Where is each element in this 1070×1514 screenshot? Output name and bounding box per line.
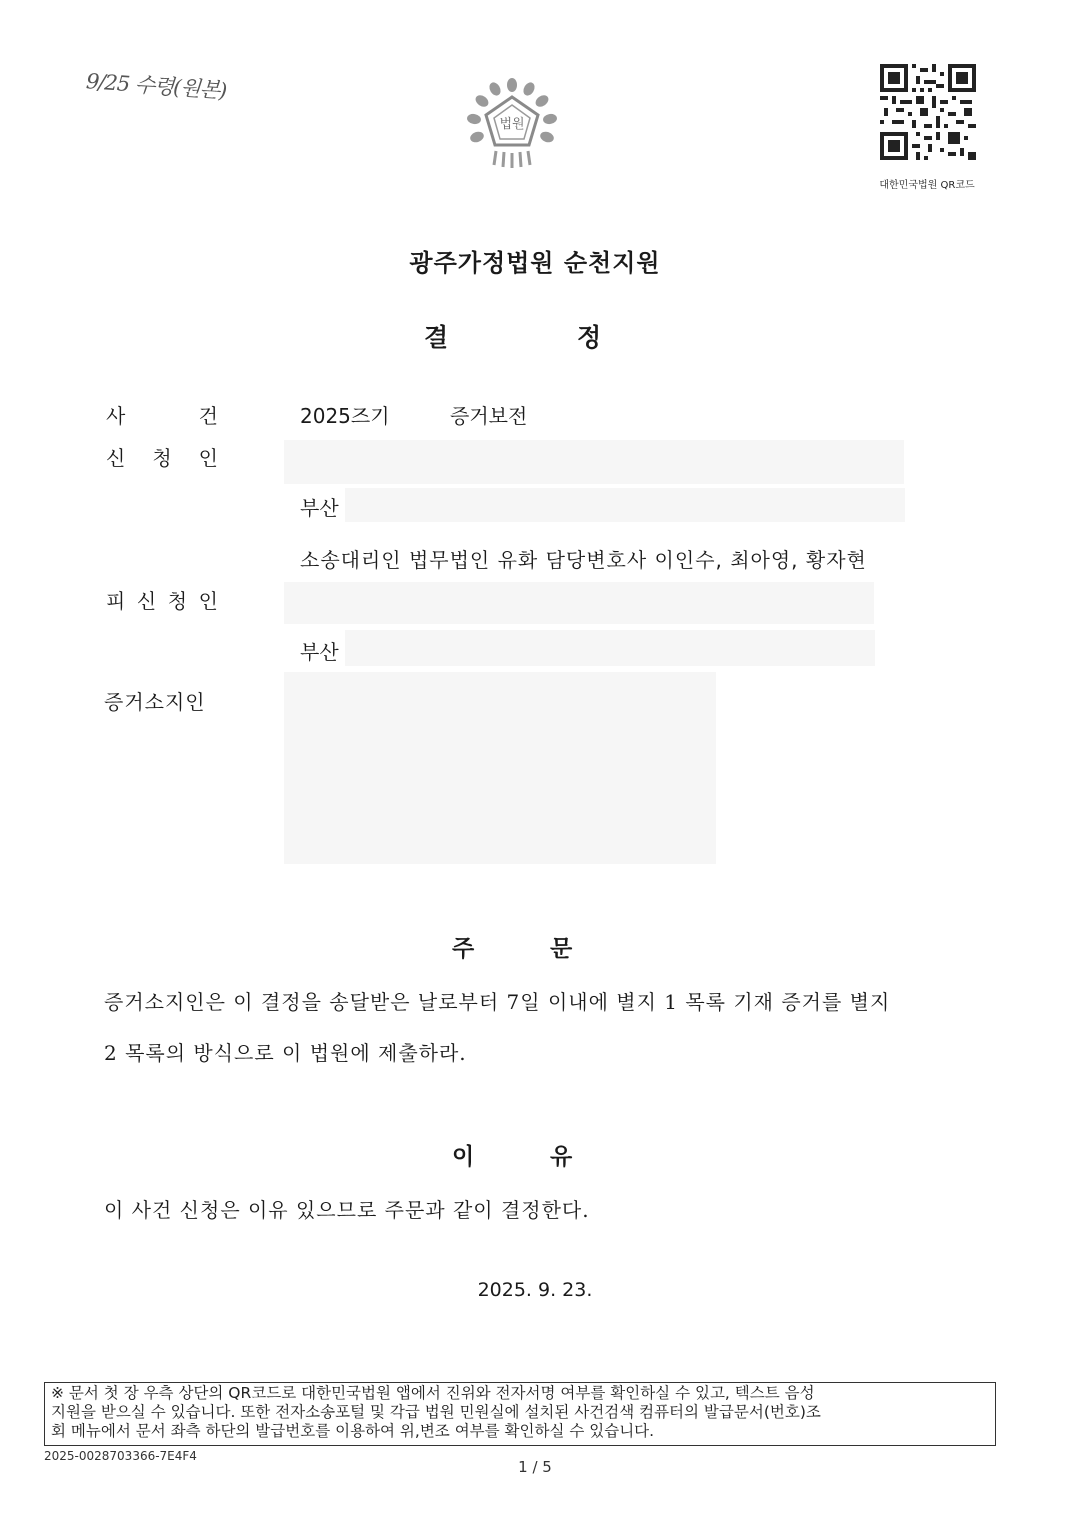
case-name: 증거보전 — [450, 404, 528, 428]
doc-title-right: 정 — [577, 323, 602, 352]
reason-heading-left: 이 — [452, 1144, 475, 1170]
applicant-label: 신 청 인 — [106, 446, 218, 470]
applicant-address: 부산 — [300, 496, 339, 520]
evidence-holder-redacted-block — [284, 672, 716, 864]
case-label: 사 건 — [106, 404, 218, 428]
doc-title-left: 결 — [424, 323, 449, 352]
verification-notice — [44, 1382, 996, 1446]
reason-text: 이 사건 신청은 이유 있으므로 주문과 같이 결정한다. — [104, 1198, 590, 1222]
court-name: 광주가정법원 순천지원 — [409, 249, 661, 277]
applicant-redacted-block — [284, 440, 904, 484]
order-heading-right: 문 — [550, 936, 573, 962]
reason-heading-right: 유 — [550, 1144, 573, 1170]
emblem-text: 법원 — [499, 117, 525, 132]
qr-code-icon[interactable] — [880, 64, 976, 160]
notice-line-2: 지원을 받으실 수 있습니다. 또한 전자소송포털 및 각급 법원 민원실에 설치된 사건검색 컴퓨터의 발급문서(번호)조 — [51, 1403, 821, 1421]
applicant-address-redacted — [345, 488, 905, 522]
applicant-agent: 소송대리인 법무법인 유화 담당변호사 이인수, 최아영, 황자현 — [300, 548, 867, 572]
notice-line-1: ※ 문서 첫 장 우측 상단의 QR코드로 대한민국법원 앱에서 진위와 전자서명 여부를 확인하실 수 있고, 텍스트 음성 — [51, 1384, 815, 1402]
notice-line-3: 회 메뉴에서 문서 좌측 하단의 발급번호를 이용하여 위,변조 여부를 확인하실 수 있습니다. — [51, 1422, 655, 1440]
decision-date: 2025. 9. 23. — [477, 1279, 593, 1301]
respondent-label: 피 신 청 인 — [106, 589, 218, 613]
court-emblem-icon — [462, 75, 562, 175]
case-number: 2025즈기 — [300, 404, 390, 428]
handwritten-receipt-note: 9/25 수령(원본) — [85, 69, 227, 103]
evidence-holder-label: 증거소지인 — [104, 690, 206, 714]
order-text-line-2: 2 목록의 방식으로 이 법원에 제출하라. — [104, 1041, 467, 1065]
order-text-line-1: 증거소지인은 이 결정을 송달받은 날로부터 7일 이내에 별지 1 목록 기재 증거를 별지 — [104, 990, 891, 1014]
respondent-redacted-block — [284, 582, 874, 624]
issue-number: 2025-0028703366-7E4F4 — [44, 1449, 197, 1463]
respondent-address: 부산 — [300, 640, 339, 664]
respondent-address-redacted — [345, 630, 875, 666]
qr-code-label: 대한민국법원 QR코드 — [879, 180, 975, 191]
page-number: 1 / 5 — [518, 1458, 552, 1476]
order-heading-left: 주 — [452, 936, 475, 962]
